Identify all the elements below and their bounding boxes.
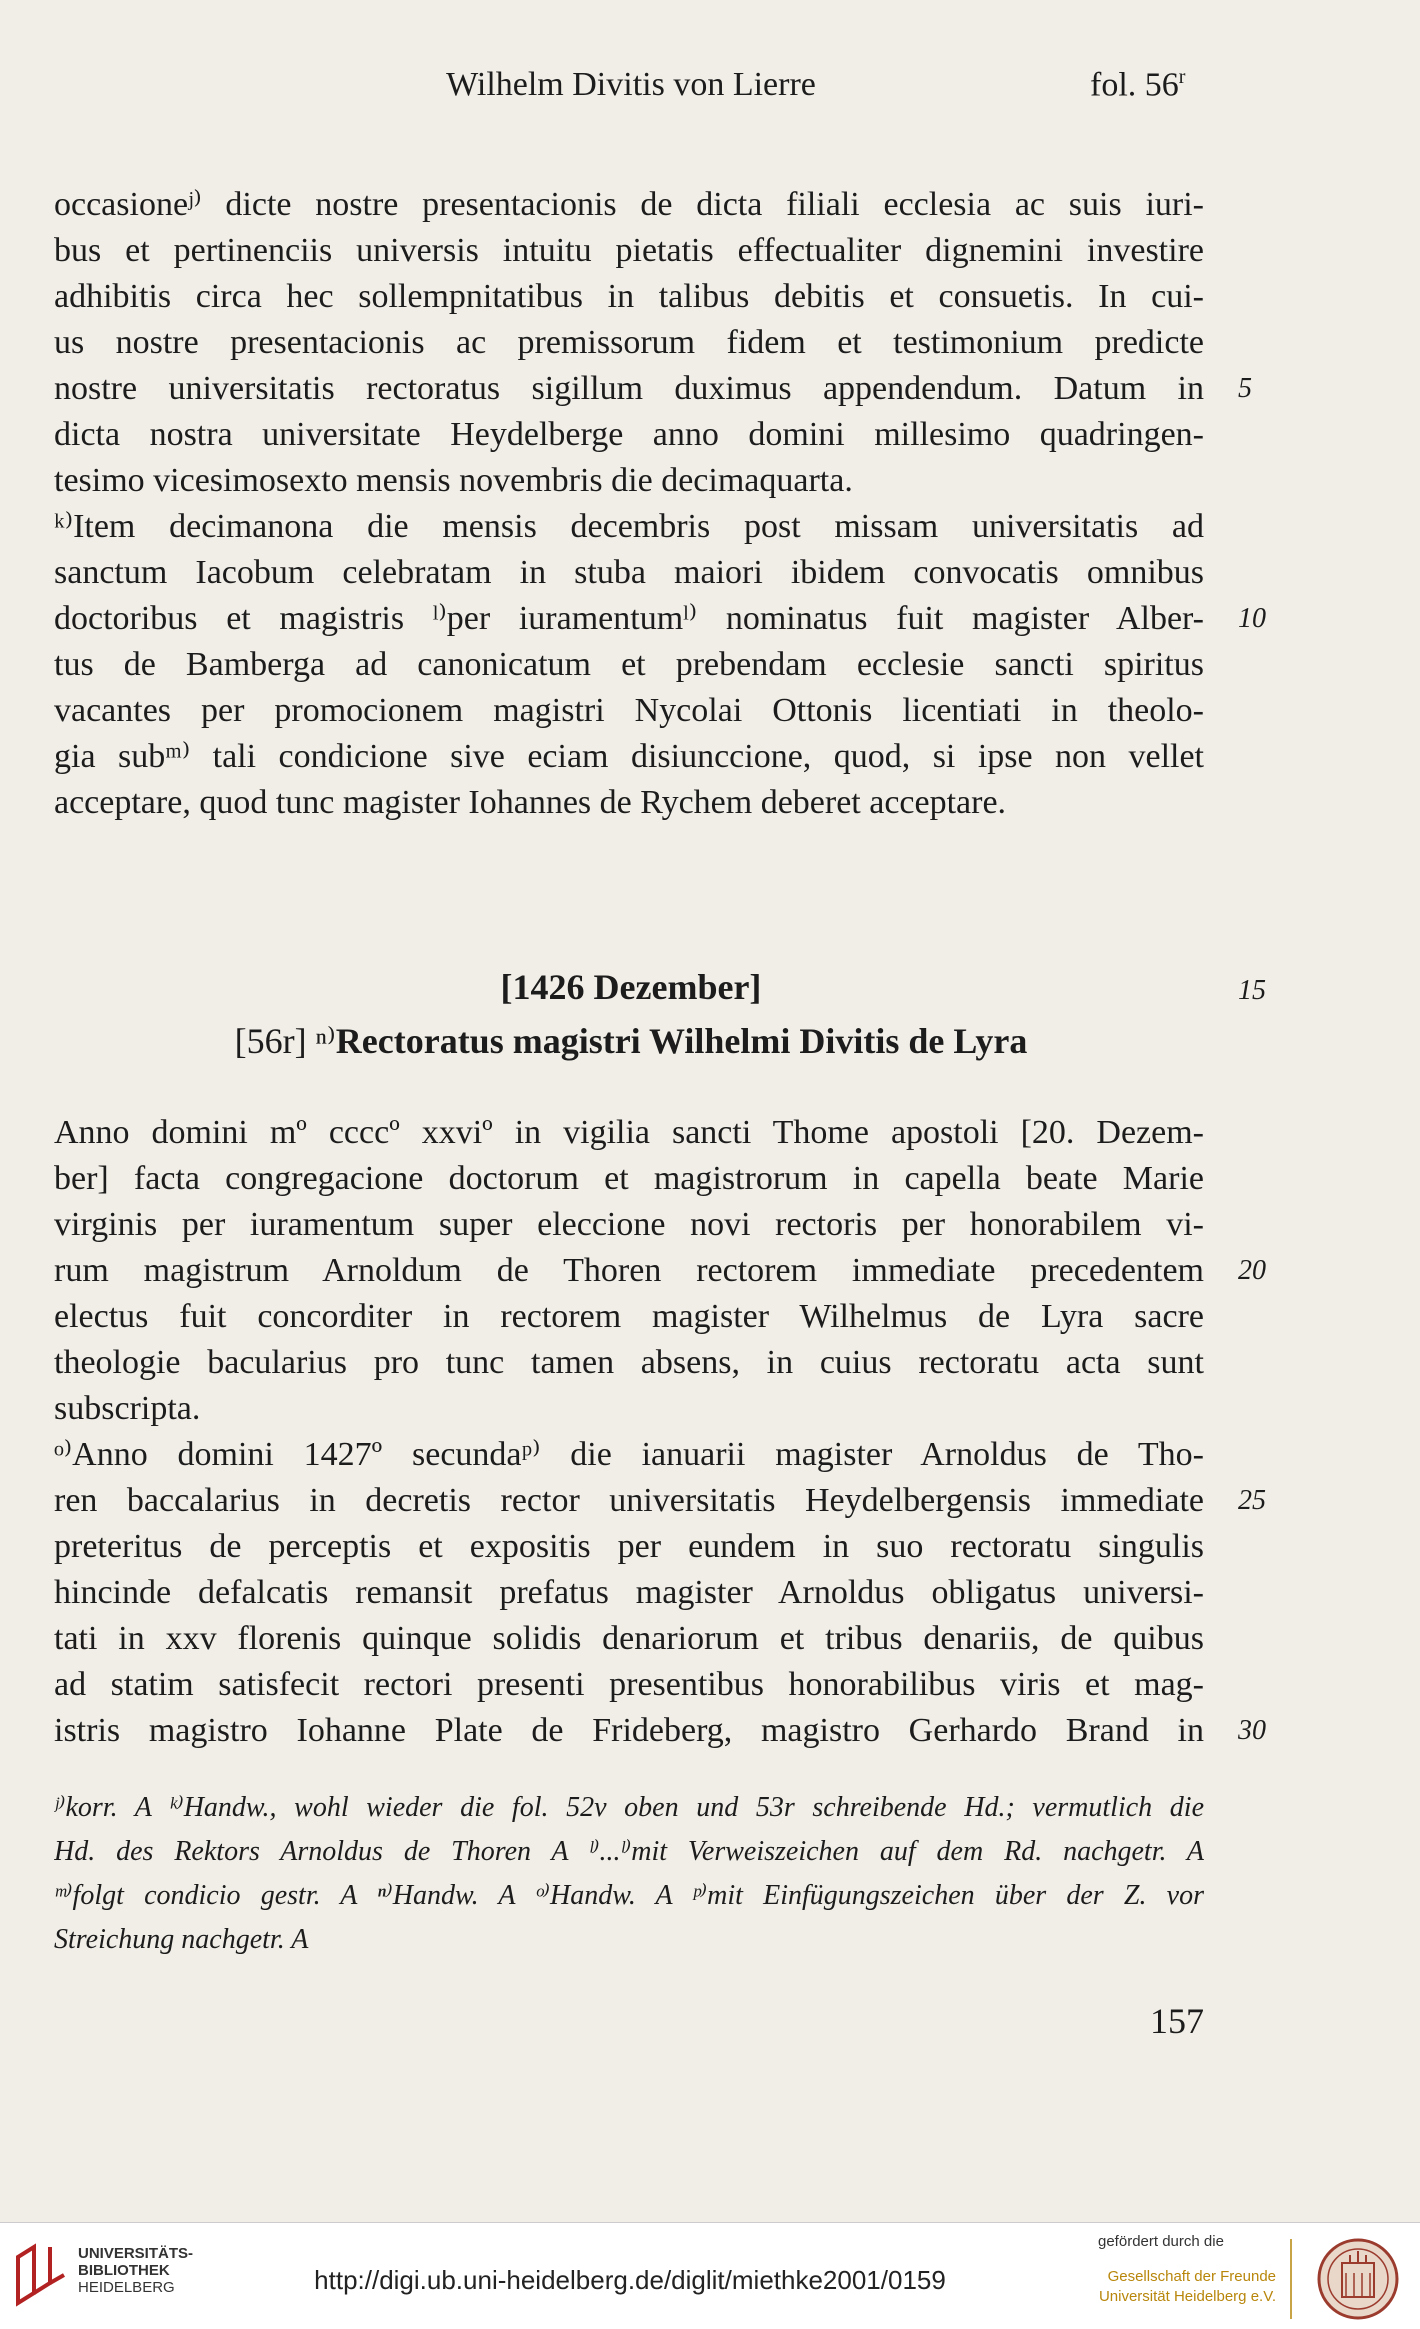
line-number: 20 bbox=[1238, 1255, 1266, 1286]
text-line: tesimo vicesimosexto mensis novembris die decimaquarta. bbox=[54, 462, 853, 499]
permalink-url[interactable]: http://digi.ub.uni-heidelberg.de/diglit/miethke2001/0159 bbox=[314, 2265, 946, 2295]
text-line: tati in xxv florenis quinque solidis denariorum et tribus denariis, de quibus bbox=[54, 1620, 1204, 1657]
text-line: sanctum Iacobum celebratam in stuba maiori ibidem convocatis omnibus bbox=[54, 554, 1204, 591]
running-header-folio: fol. 56$^r$ bbox=[1090, 66, 1186, 104]
footnote-line: Streichung nachgetr. A bbox=[54, 1924, 309, 1955]
text-line: electus fuit concorditer in rectorem magister Wilhelmus de Lyra sacre bbox=[54, 1298, 1204, 1335]
text-line: virginis per iuramentum super eleccione novi rectoris per honorabilem vi- bbox=[54, 1206, 1204, 1243]
text-line: preteritus de perceptis et expositis per eundem in suo rectoratu singulis bbox=[54, 1528, 1204, 1565]
text-line: subscripta. bbox=[54, 1390, 201, 1427]
text-line: occasioneʲ⁾ dicte nostre presentacionis de dicta filiali ecclesia ac suis iuri- bbox=[54, 186, 1204, 223]
line-number: 15 bbox=[1238, 975, 1266, 1006]
footnote-line: ᵐ⁾folgt condicio gestr. A ⁿ⁾Handw. A ᵒ⁾Handw. A ᵖ⁾mit Einfügungszeichen über der Z. vor bbox=[54, 1880, 1204, 1911]
text-line: ad statim satisfecit rectori presenti presentibus honorabilibus viris et mag- bbox=[54, 1666, 1204, 1703]
text-line: ᵒ⁾Anno domini 1427º secundaᵖ⁾ die ianuarii magister Arnoldus de Tho- bbox=[54, 1436, 1204, 1473]
library-name: UNIVERSITÄTS- BIBLIOTHEK HEIDELBERG bbox=[78, 2245, 194, 2296]
line-number: 10 bbox=[1238, 603, 1266, 634]
section-title-heading: [56r] ⁿ⁾Rectoratus magistri Wilhelmi Divitis de Lyra bbox=[234, 1021, 1028, 1061]
line-number: 5 bbox=[1238, 373, 1252, 404]
text-line: tus de Bamberga ad canonicatum et prebendam ecclesie sancti spiritus bbox=[54, 646, 1204, 683]
section-date-heading: [1426 Dezember] bbox=[500, 967, 762, 1007]
page-number: 157 bbox=[1150, 2001, 1204, 2041]
sponsor-name[interactable]: Gesellschaft der Freunde Universität Heidelberg e.V. bbox=[1098, 2268, 1276, 2305]
text-line: dicta nostra universitate Heydelberge anno domini millesimo quadringen- bbox=[54, 416, 1204, 453]
footer-divider bbox=[1290, 2239, 1292, 2319]
text-line: nostre universitatis rectoratus sigillum duximus appendendum. Datum in bbox=[54, 370, 1204, 407]
line-number: 30 bbox=[1238, 1715, 1266, 1746]
text-line: theologie bacularius pro tunc tamen absens, in cuius rectoratu acta sunt bbox=[54, 1344, 1204, 1381]
text-line: hincinde defalcatis remansit prefatus magister Arnoldus obligatus universi- bbox=[54, 1574, 1204, 1611]
sponsor-label: gefördert durch die bbox=[1098, 2233, 1224, 2250]
text-line: ren baccalarius in decretis rector universitatis Heydelbergensis immediate bbox=[54, 1482, 1204, 1519]
digitization-footer bbox=[0, 2222, 1420, 2329]
running-header-title: Wilhelm Divitis von Lierre bbox=[446, 66, 816, 103]
text-line: rum magistrum Arnoldum de Thoren rectorem immediate precedentem bbox=[54, 1252, 1204, 1289]
line-number: 25 bbox=[1238, 1485, 1266, 1516]
text-line: Anno domini mº ccccº xxviº in vigilia sancti Thome apostoli [20. Dezem- bbox=[54, 1114, 1204, 1151]
text-line: gia subᵐ⁾ tali condicione sive eciam disiunccione, quod, si ipse non vellet bbox=[54, 738, 1204, 775]
text-line: us nostre presentacionis ac premissorum fidem et testimonium predicte bbox=[54, 324, 1204, 361]
text-line: adhibitis circa hec sollempnitatibus in talibus debitis et consuetis. In cui- bbox=[54, 278, 1204, 315]
footnote-line: Hd. des Rektors Arnoldus de Thoren A ˡ⁾...ˡ⁾mit Verweiszeichen auf dem Rd. nachgetr. A bbox=[54, 1836, 1204, 1867]
seal-icon bbox=[1316, 2237, 1400, 2321]
text-line: istris magistro Iohanne Plate de Frideberg, magistro Gerhardo Brand in bbox=[54, 1712, 1204, 1749]
footnote-line: ʲ⁾korr. A ᵏ⁾Handw., wohl wieder die fol. 52v oben und 53r schreibende Hd.; vermutlich die bbox=[54, 1792, 1204, 1823]
text-line: ᵏ⁾Item decimanona die mensis decembris post missam universitatis ad bbox=[54, 508, 1204, 545]
text-line: doctoribus et magistris ˡ⁾per iuramentumˡ⁾ nominatus fuit magister Alber- bbox=[54, 600, 1204, 637]
text-line: acceptare, quod tunc magister Iohannes de Rychem deberet acceptare. bbox=[54, 784, 1007, 821]
text-line: vacantes per promocionem magistri Nycolai Ottonis licentiati in theolo- bbox=[54, 692, 1204, 729]
text-line: bus et pertinenciis universis intuitu pietatis effectualiter dignemini investire bbox=[54, 232, 1204, 269]
text-line: ber] facta congregacione doctorum et magistrorum in capella beate Marie bbox=[54, 1160, 1204, 1197]
